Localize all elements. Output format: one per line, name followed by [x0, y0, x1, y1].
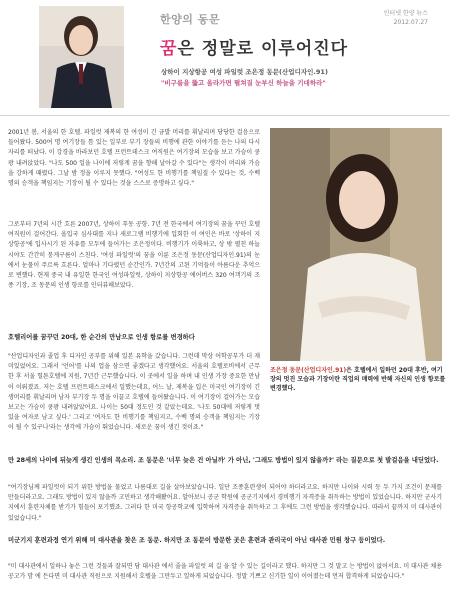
paragraph-4: "여기장님께 파일럿이 되기 위한 방법을 물었고 나름대로 길을 살아보았습니다. 일단 조종훈련생이 되어야 하더라고요. 하지만 나이와 시력 등 두 가지 조건이 문제를 만들더라고요. 그래도 방법이 있지 않을까 고민하고 생각해봤어요. 알아보니 공군 학원에 공군기지에서 경비행기 자격증을 취득하는 방법이 있었습니다. 하지만 군사기지에서 훈련자체를 받기가 힘들어 포기했죠. 그러다 한 미국 항공학교에 입학하여 자격증을 취득하고 그 후에도 그런 방법을 생각했습니다. 따라서 끝까지 미 대사관이 있었습니다." — [8, 484, 442, 522]
subheading-3: 미군기지 훈련과정 연기 위해 미 대사관을 찾은 조 동문. 하지만 조 동문이 방문한 곳은 훈련과 관리국이 아닌 대사관 민원 창구 등이었다. — [8, 537, 386, 544]
headline-accent: 꿈 — [160, 39, 178, 59]
paragraph-5: "미 대사관에서 일하나 놓은 그런 것들과 잘되면 담 대사관 에서 줄을 파일럿 의 길 을 알 수 있는 길이라고 했다. 하지만 그 것 말고 는 방법이 없어서요. 미 대사관 채용공고가 맘 에 든다면 미 대사관 직원으로 지원해서 호텔을 그만두고 일하게 되었습니다. 정말 기쁘고 신기한 일이 이어졌는데 먼저 합격하게 되었습니다." — [8, 563, 442, 581]
section-title: 한양의 동문 — [160, 13, 220, 26]
subheading-1: 호텔리어를 꿈꾸던 20대, 한 순간의 만남으로 인생 항로를 변경하다 — [8, 334, 195, 341]
article-meta — [384, 9, 428, 27]
publication-date: 2012.07.27 — [393, 19, 428, 26]
subheadline-person: 상하이 지상항공 여성 파일럿 조은정 동문(산업디자인.91) — [161, 68, 328, 76]
caption-text: 은 호텔에서 일하던 20대 후반, 여기장의 멋진 모습과 기장이란 직업의 매력에 반해 자신의 인생 항로를 변경했다. — [270, 367, 446, 392]
subheadline-quote: "비구름을 뚫고 올라가면 펼쳐질 눈부신 하늘을 기대하라" — [161, 79, 326, 87]
photo-caption — [270, 366, 446, 393]
subheading-2: 만 28세의 나이에 뒤늦게 생긴 인생의 목소리. 조 동문은 '너무 늦은 건 아닐까' 가 아닌, '그래도 방법이 있지 않을까?' 라는 질문으로 첫 발걸음을 내딛었다. — [8, 457, 439, 464]
article-header — [0, 0, 450, 116]
paragraph-1: 2001년 봄, 서울의 한 호텔. 파일럿 제복의 한 여성이 긴 금발 머리를 휘날리며 당당한 걸음으로 들어왔다. 500여 명 여기장들 틈 있는 일부로 부기 장들의 비행에 관한 이야기를 듣는 나의 다시 자리를 떠났다. 이 강경을 바라보던 호텔 프런트데스크 여직원은 여기장의 모습을 보고 가슴이 쿵쾅 내려앉았다. "나도 500 일을 나이에 저렇게 꿈을 향해 날아갈 수 있다"는 생각이 머리와 가슴을 강하게 때렸다. 그날 밤 정을 이루지 못했다. "여성도 한 비행기를 책임질 수 있다는 것, 수백 명의 승객을 책임지는 기장이 될 수 있다는 것을 스스로 증명하고 싶다." — [8, 129, 260, 188]
header-portrait-image — [39, 6, 124, 108]
headline — [160, 34, 348, 59]
paragraph-3: "산업디자인과 졸업 후 디자인 공부를 위해 일본 유학을 갔습니다. 그런데 막상 어학공부가 더 재미있었어요. 그래서 '언어'를 나의 업을 삼으면 좋겠다고 생각했어요. 서울의 호텔로비에서 근무한 후 서울 힐튼호텔에 지원, 7년간 근무했습니다. 이 곳에서 일을 하며 내 인생 가장 중요한 만남이 이뤄졌죠. 저는 호텔 프런트데스크에서 일했는데요, 어느 날, 제복을 입은 미국인 여기장이 긴 생머리를 휘날리며 남자 부기장 두 명을 이끌고 호텔에 들어왔습니다. 이 여기장이 걸어가는 모습 보고는 가슴이 쿵쾅 내려앉았어요. 나이는 50대 정도인 것 같았는데요. '나도 50대에 저렇게 멋있을 여자로 남고 싶다.' 그리고 '여자도 한 비행기를 책임지고, 수백 명의 승객을 책임지는 기장이 될 수 있구나'라는 생각에 가슴이 뛰었습니다. 새로운 꿈이 생긴 것이죠." — [8, 353, 260, 432]
headline-rest: 은 정말로 이루어진다 — [177, 39, 349, 59]
paragraph-2: 그로부터 7년의 시간 흐른 2007년, 상하이 푸동 공항. 7년 전 한국에서 여기장의 꿈을 꾸던 호텔 여직원이 걸어간다. 올입국 심사대를 지나 새로그램 비행기에 입회한 이 여인은 바로 '상하이 지상항공'에 입사시기 된 자유를 모두에 들어가는 조은정이다. 비행기가 이륙하고, 상 밖 펼친 하늘 시야도 간간히 뭉게구름이 스친다. '여성 파일럿'의 꿈을 이룬 조은정 동문(산업디자인.91)의 눈에서 눈물이 주르륵 흐른다. 얼마나 기다렸던 순간인가. 7년간의 고된 기억들이 아름다운 추억으로 변했다. 현재 중국 내 유일한 한국인 여성파일럿, 상하이 지상항공 에어버스 320 여객기의 조종 기장, 조 동문의 인생 항로를 인터뷰해보았다. — [8, 221, 260, 290]
caption-name: 조은정 동문(산업디자인.91) — [270, 367, 347, 374]
article-photo — [270, 128, 442, 361]
publication-name: 인터넷 한양 뉴스 — [383, 10, 428, 17]
